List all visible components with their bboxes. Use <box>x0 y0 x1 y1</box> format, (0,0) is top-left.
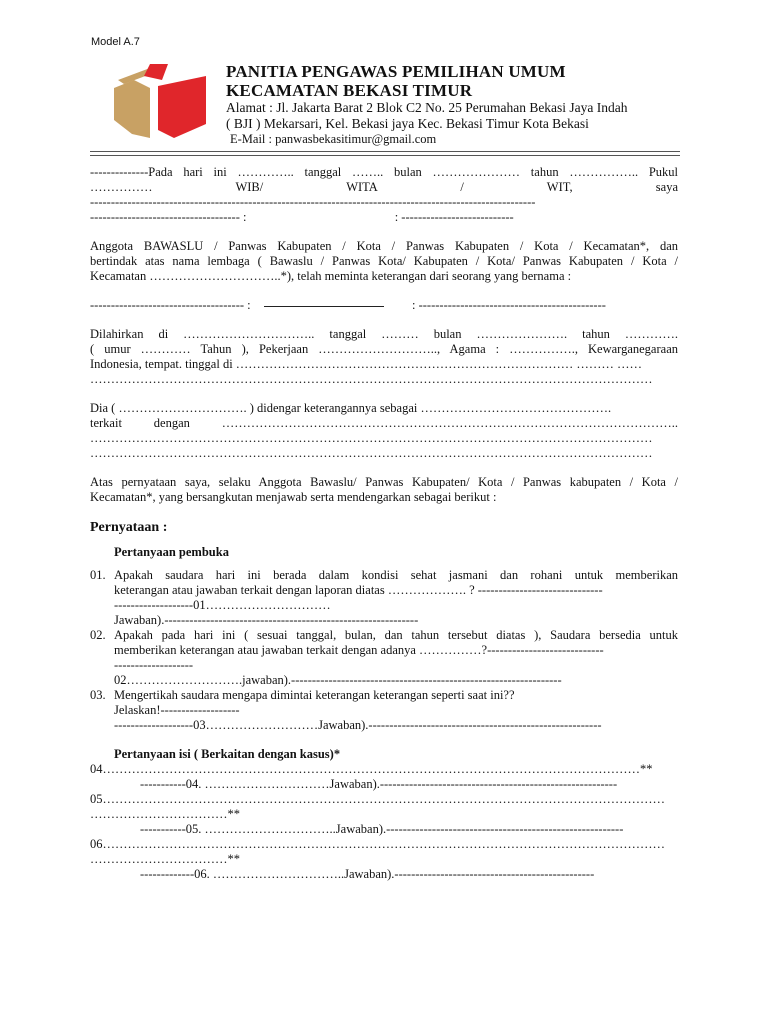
p4-line1: Dilahirkan di ………………………….. tanggal ……… bulan …………………. tahun …………. <box>90 327 678 341</box>
q05-line3: -----------05. …………………………..Jawaban).--------------------------------------------------------- <box>140 822 624 836</box>
q01-line1: Apakah saudara hari ini berada dalam kondisi sehat jasmani dan rohani untuk memberikan <box>114 568 678 582</box>
p2-line3: Kecamatan …………………………..*), telah meminta keterangan dari seorang yang bernama : <box>90 269 572 283</box>
p6-line2: Kecamatan*, yang bersangkutan menjawab serta mendengarkan sebagai berikut : <box>90 490 497 504</box>
bawaslu-logo <box>110 62 214 142</box>
q05-line1: 05……………………………………………………………………………………………………………………… <box>90 792 665 806</box>
form-body <box>90 165 678 882</box>
q04-line1: 04…………………………………………………………………………………………………………………** <box>90 762 653 776</box>
q02-line4: 02……………………….jawaban).----------------------------------------------------------------- <box>114 673 562 687</box>
q02-line1: Apakah pada hari ini ( sesuai tanggal, bulan, dan tahun tersebut diatas ), Saudara bersedia untuk <box>114 628 678 642</box>
p2-line2: bertindak atas nama lembaga ( Bawaslu / Panwas Kota/ Kabupaten / Kota/ Panwas Kabupaten / Kota / <box>90 254 678 268</box>
org-address-line1: Alamat : Jl. Jakarta Barat 2 Blok C2 No. 25 Perumahan Bekasi Jaya Indah <box>226 100 628 115</box>
q02-line3: ------------------- <box>114 658 194 672</box>
logo-gold-shape <box>114 80 150 138</box>
p5-line1: Dia ( …………………………. ) didengar keterangannya sebagai ………………………………………. <box>90 401 612 415</box>
p5-line2: terkait dengan ……………………………………………………………………………………………….. <box>90 416 678 430</box>
q06-line2: ……………………………** <box>90 852 240 866</box>
letterhead <box>226 62 696 147</box>
logo-red-shape <box>158 76 206 138</box>
q01-line3: -------------------01………………………… <box>114 598 331 612</box>
p1-line3: ----------------------------------------------------------------------------------------------------------- <box>90 195 536 209</box>
pertanyaan-pembuka-title: Pertanyaan pembuka <box>114 545 229 559</box>
question-01 <box>90 568 678 628</box>
p5-line3: ……………………………………………………………………………………………………………………… <box>90 431 653 445</box>
q02-number: 02. <box>90 628 106 642</box>
pernyataan-title: Pernyataan : <box>90 520 168 535</box>
org-name-line1: PANITIA PENGAWAS PEMILIHAN UMUM <box>226 62 566 81</box>
q05-line2: ……………………………** <box>90 807 240 821</box>
q01-line4: Jawaban).------------------------------------------------------------- <box>114 613 419 627</box>
witness-label-blank: ------------------------------------- : <box>90 298 251 312</box>
q03-line3: -------------------03………………………Jawaban).-------------------------------------------------------- <box>114 718 602 732</box>
q01-number: 01. <box>90 568 106 582</box>
p5-line4: ……………………………………………………………………………………………………………………… <box>90 446 653 460</box>
org-address-line2: ( BJI ) Mekarsari, Kel. Bekasi jaya Kec. Bekasi Timur Kota Bekasi <box>226 116 589 131</box>
underline-field <box>264 306 384 307</box>
org-name-line2: KECAMATAN BEKASI TIMUR <box>226 81 473 100</box>
p1-line2: …………… WIB/ WITA / WIT, saya <box>90 180 678 194</box>
p4-line4: ……………………………………………………………………………………………………………………… <box>90 372 653 386</box>
model-label: Model A.7 <box>91 36 140 48</box>
header-rule-bottom <box>90 155 680 156</box>
q03-line2: Jelaskan!------------------- <box>114 703 240 717</box>
pertanyaan-isi-title: Pertanyaan isi ( Berkaitan dengan kasus)* <box>114 747 341 761</box>
logo-red-top <box>144 64 168 80</box>
p1-line1: --------------Pada hari ini ………….. tanggal …….. bulan ………………… tahun …………….. Pukul <box>90 165 678 179</box>
org-email: E-Mail : panwasbekasitimur@gmail.com <box>230 132 437 146</box>
witness-value-blank: : --------------------------------------------- <box>412 298 606 312</box>
name-value-blank: : --------------------------- <box>394 210 514 224</box>
q04-line2: -----------04. …………………………Jawaban).--------------------------------------------------------- <box>140 777 618 791</box>
q03-number: 03. <box>90 688 106 702</box>
p4-line3: Indonesia, tempat. tinggal di ……………………………………………………………………… ……… …… <box>90 357 643 371</box>
q06-line1: 06……………………………………………………………………………………………………………………… <box>90 837 665 851</box>
p1-line4 <box>90 210 678 225</box>
header-rule-top <box>90 151 680 152</box>
p3-line <box>90 298 678 313</box>
q01-line2: keterangan atau jawaban terkait dengan laporan diatas ………………. ? ------------------------------ <box>114 583 603 597</box>
q06-line3: -------------06. …………………………..Jawaban).------------------------------------------------ <box>140 867 595 881</box>
p6-line1: Atas pernyataan saya, selaku Anggota Bawaslu/ Panwas Kabupaten/ Kota / Panwas kabupaten / Kota / <box>90 475 678 489</box>
question-02 <box>90 628 678 688</box>
q02-line2: memberikan keterangan atau jawaban terkait dengan adanya ……………?---------------------------- <box>114 643 604 657</box>
p2-line1: Anggota BAWASLU / Panwas Kabupaten / Kota / Panwas Kabupaten / Kota / Kecamatan*, dan <box>90 239 678 253</box>
q03-line1: Mengertikah saudara mengapa dimintai keterangan keterangan seperti saat ini?? <box>114 688 515 702</box>
p4-line2: ( umur ………… Tahun ), Pekerjaan ……………………….., Agama : ……………., Kewarganegaraan <box>90 342 678 356</box>
question-03 <box>90 688 678 733</box>
name-label-blank: ------------------------------------ : <box>90 210 247 224</box>
